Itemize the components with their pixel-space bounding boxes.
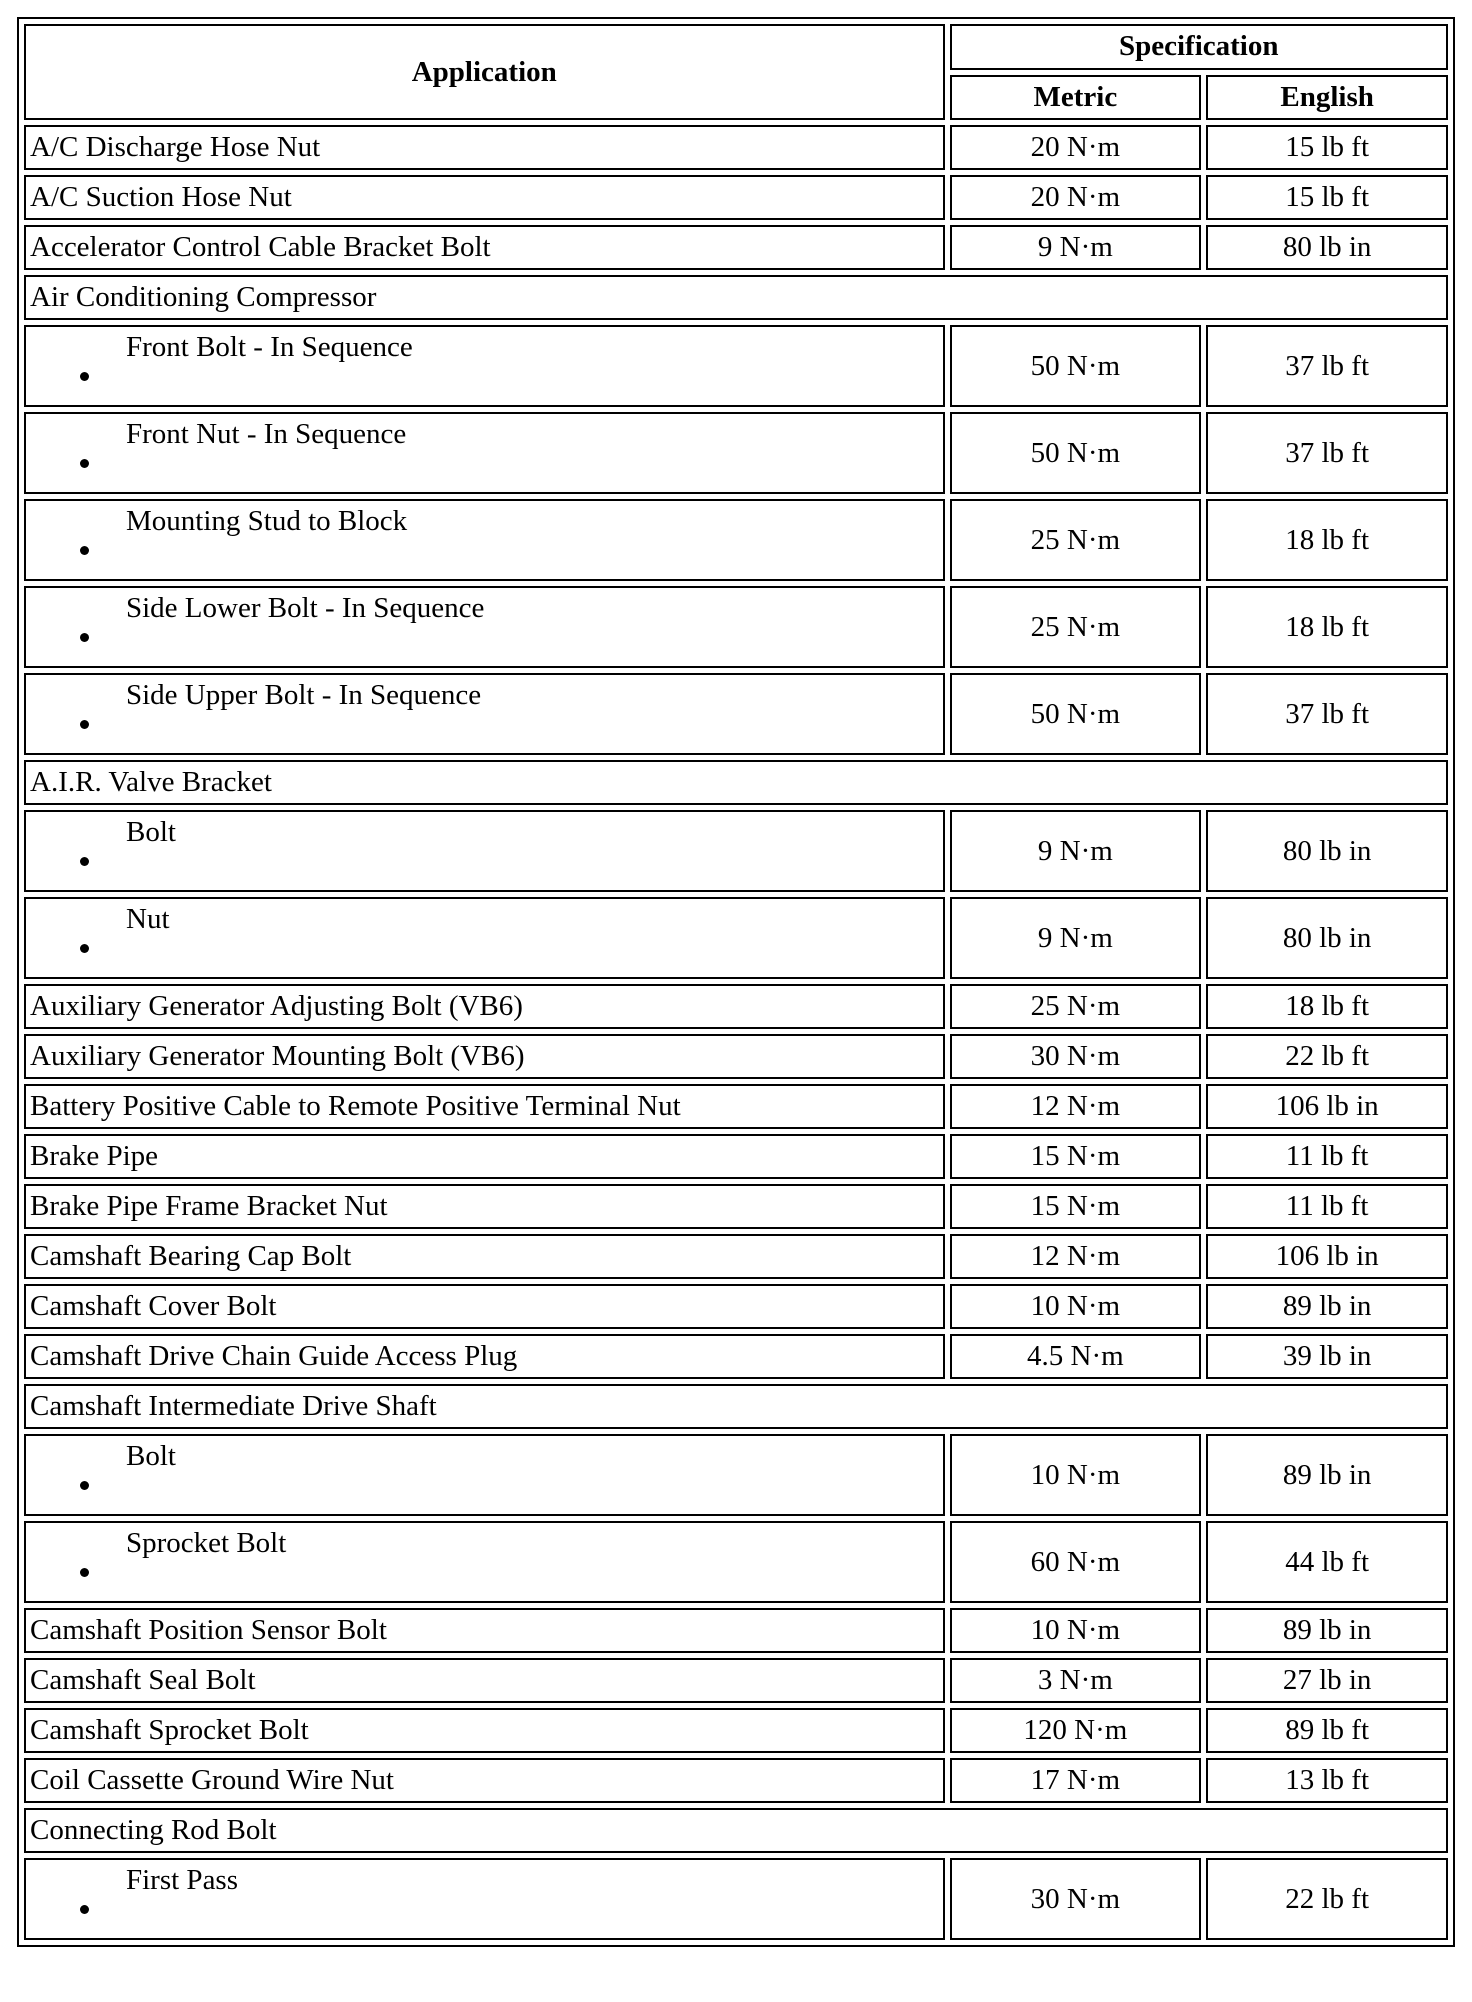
- group-row: [24, 760, 1448, 805]
- metric-value: 9 N·m: [950, 225, 1202, 270]
- sub-application-cell: [24, 673, 945, 755]
- header-english: English: [1206, 75, 1448, 121]
- table-row: [24, 1608, 1448, 1653]
- english-value: 89 lb in: [1206, 1284, 1448, 1329]
- torque-spec-table: [17, 17, 1455, 1947]
- english-value: 37 lb ft: [1206, 412, 1448, 494]
- sub-application-cell: [24, 325, 945, 407]
- application-cell: A/C Suction Hose Nut: [24, 175, 945, 220]
- table-header: [24, 24, 1448, 120]
- metric-value: 60 N·m: [950, 1521, 1202, 1603]
- table-row: [24, 1034, 1448, 1079]
- metric-value: 9 N·m: [950, 810, 1202, 892]
- metric-value: 17 N·m: [950, 1758, 1202, 1803]
- group-label: Air Conditioning Compressor: [24, 275, 1448, 320]
- metric-value: 50 N·m: [950, 673, 1202, 755]
- english-value: 89 lb ft: [1206, 1708, 1448, 1753]
- metric-value: 15 N·m: [950, 1184, 1202, 1229]
- table-row: [24, 1658, 1448, 1703]
- english-value: 39 lb in: [1206, 1334, 1448, 1379]
- application-cell: Accelerator Control Cable Bracket Bolt: [24, 225, 945, 270]
- english-value: 37 lb ft: [1206, 325, 1448, 407]
- application-cell: Battery Positive Cable to Remote Positive Terminal Nut: [24, 1084, 945, 1129]
- metric-value: 30 N·m: [950, 1858, 1202, 1940]
- application-label: First Pass: [126, 1864, 239, 1896]
- english-value: 80 lb in: [1206, 225, 1448, 270]
- english-value: 18 lb ft: [1206, 586, 1448, 668]
- application-label: Nut: [126, 903, 170, 935]
- metric-value: 12 N·m: [950, 1234, 1202, 1279]
- metric-value: 4.5 N·m: [950, 1334, 1202, 1379]
- english-value: 15 lb ft: [1206, 175, 1448, 220]
- metric-value: 30 N·m: [950, 1034, 1202, 1079]
- table-row: [24, 1708, 1448, 1753]
- metric-value: 12 N·m: [950, 1084, 1202, 1129]
- table-row: [24, 897, 1448, 979]
- english-value: 13 lb ft: [1206, 1758, 1448, 1803]
- table-row: [24, 325, 1448, 407]
- application-label: Bolt: [126, 816, 176, 848]
- english-value: 37 lb ft: [1206, 673, 1448, 755]
- metric-value: 50 N·m: [950, 412, 1202, 494]
- header-application: Application: [24, 24, 945, 120]
- table-row: [24, 1084, 1448, 1129]
- sub-application-cell: [24, 586, 945, 668]
- table-row: [24, 125, 1448, 170]
- metric-value: 3 N·m: [950, 1658, 1202, 1703]
- sub-application-cell: [24, 412, 945, 494]
- application-cell: Camshaft Cover Bolt: [24, 1284, 945, 1329]
- english-value: 27 lb in: [1206, 1658, 1448, 1703]
- english-value: 106 lb in: [1206, 1084, 1448, 1129]
- english-value: 106 lb in: [1206, 1234, 1448, 1279]
- english-value: 89 lb in: [1206, 1434, 1448, 1516]
- group-label: Camshaft Intermediate Drive Shaft: [24, 1384, 1448, 1429]
- application-cell: Brake Pipe: [24, 1134, 945, 1179]
- application-cell: Auxiliary Generator Mounting Bolt (VB6): [24, 1034, 945, 1079]
- application-label: Mounting Stud to Block: [126, 505, 408, 537]
- application-cell: Camshaft Position Sensor Bolt: [24, 1608, 945, 1653]
- table-row: [24, 1434, 1448, 1516]
- application-cell: Camshaft Sprocket Bolt: [24, 1708, 945, 1753]
- application-label: Front Bolt - In Sequence: [126, 331, 413, 363]
- application-cell: Camshaft Drive Chain Guide Access Plug: [24, 1334, 945, 1379]
- metric-value: 10 N·m: [950, 1434, 1202, 1516]
- metric-value: 20 N·m: [950, 125, 1202, 170]
- english-value: 18 lb ft: [1206, 984, 1448, 1029]
- metric-value: 20 N·m: [950, 175, 1202, 220]
- metric-value: 25 N·m: [950, 499, 1202, 581]
- sub-application-cell: [24, 810, 945, 892]
- table-row: [24, 673, 1448, 755]
- header-specification: Specification: [950, 24, 1449, 70]
- english-value: 44 lb ft: [1206, 1521, 1448, 1603]
- metric-value: 10 N·m: [950, 1284, 1202, 1329]
- table-row: [24, 175, 1448, 220]
- table-row: [24, 984, 1448, 1029]
- table-row: [24, 1184, 1448, 1229]
- english-value: 80 lb in: [1206, 810, 1448, 892]
- table-body: [24, 125, 1448, 1940]
- application-label: Front Nut - In Sequence: [126, 418, 407, 450]
- metric-value: 15 N·m: [950, 1134, 1202, 1179]
- header-metric: Metric: [950, 75, 1202, 121]
- metric-value: 10 N·m: [950, 1608, 1202, 1653]
- sub-application-cell: [24, 499, 945, 581]
- application-label: Side Upper Bolt - In Sequence: [126, 679, 482, 711]
- metric-value: 50 N·m: [950, 325, 1202, 407]
- metric-value: 25 N·m: [950, 984, 1202, 1029]
- group-row: [24, 1384, 1448, 1429]
- application-cell: Camshaft Bearing Cap Bolt: [24, 1234, 945, 1279]
- application-cell: Coil Cassette Ground Wire Nut: [24, 1758, 945, 1803]
- application-label: Sprocket Bolt: [126, 1527, 287, 1559]
- table-row: [24, 499, 1448, 581]
- metric-value: 25 N·m: [950, 586, 1202, 668]
- sub-application-cell: [24, 1521, 945, 1603]
- table-row: [24, 1134, 1448, 1179]
- table-row: [24, 1758, 1448, 1803]
- group-row: [24, 275, 1448, 320]
- metric-value: 120 N·m: [950, 1708, 1202, 1753]
- sub-application-cell: [24, 1858, 945, 1940]
- english-value: 18 lb ft: [1206, 499, 1448, 581]
- table-row: [24, 1858, 1448, 1940]
- table-row: [24, 1334, 1448, 1379]
- sub-application-cell: [24, 897, 945, 979]
- table-row: [24, 586, 1448, 668]
- group-label: Connecting Rod Bolt: [24, 1808, 1448, 1853]
- application-label: Bolt: [126, 1440, 176, 1472]
- english-value: 89 lb in: [1206, 1608, 1448, 1653]
- table-row: [24, 412, 1448, 494]
- application-cell: A/C Discharge Hose Nut: [24, 125, 945, 170]
- table-row: [24, 810, 1448, 892]
- english-value: 80 lb in: [1206, 897, 1448, 979]
- table-row: [24, 1521, 1448, 1603]
- application-cell: Camshaft Seal Bolt: [24, 1658, 945, 1703]
- application-cell: Auxiliary Generator Adjusting Bolt (VB6): [24, 984, 945, 1029]
- table-row: [24, 1284, 1448, 1329]
- english-value: 22 lb ft: [1206, 1034, 1448, 1079]
- english-value: 11 lb ft: [1206, 1184, 1448, 1229]
- sub-application-cell: [24, 1434, 945, 1516]
- metric-value: 9 N·m: [950, 897, 1202, 979]
- table-row: [24, 225, 1448, 270]
- english-value: 15 lb ft: [1206, 125, 1448, 170]
- english-value: 11 lb ft: [1206, 1134, 1448, 1179]
- application-label: Side Lower Bolt - In Sequence: [126, 592, 485, 624]
- group-label: A.I.R. Valve Bracket: [24, 760, 1448, 805]
- english-value: 22 lb ft: [1206, 1858, 1448, 1940]
- spec-table-container: [17, 17, 1455, 1947]
- table-row: [24, 1234, 1448, 1279]
- application-cell: Brake Pipe Frame Bracket Nut: [24, 1184, 945, 1229]
- group-row: [24, 1808, 1448, 1853]
